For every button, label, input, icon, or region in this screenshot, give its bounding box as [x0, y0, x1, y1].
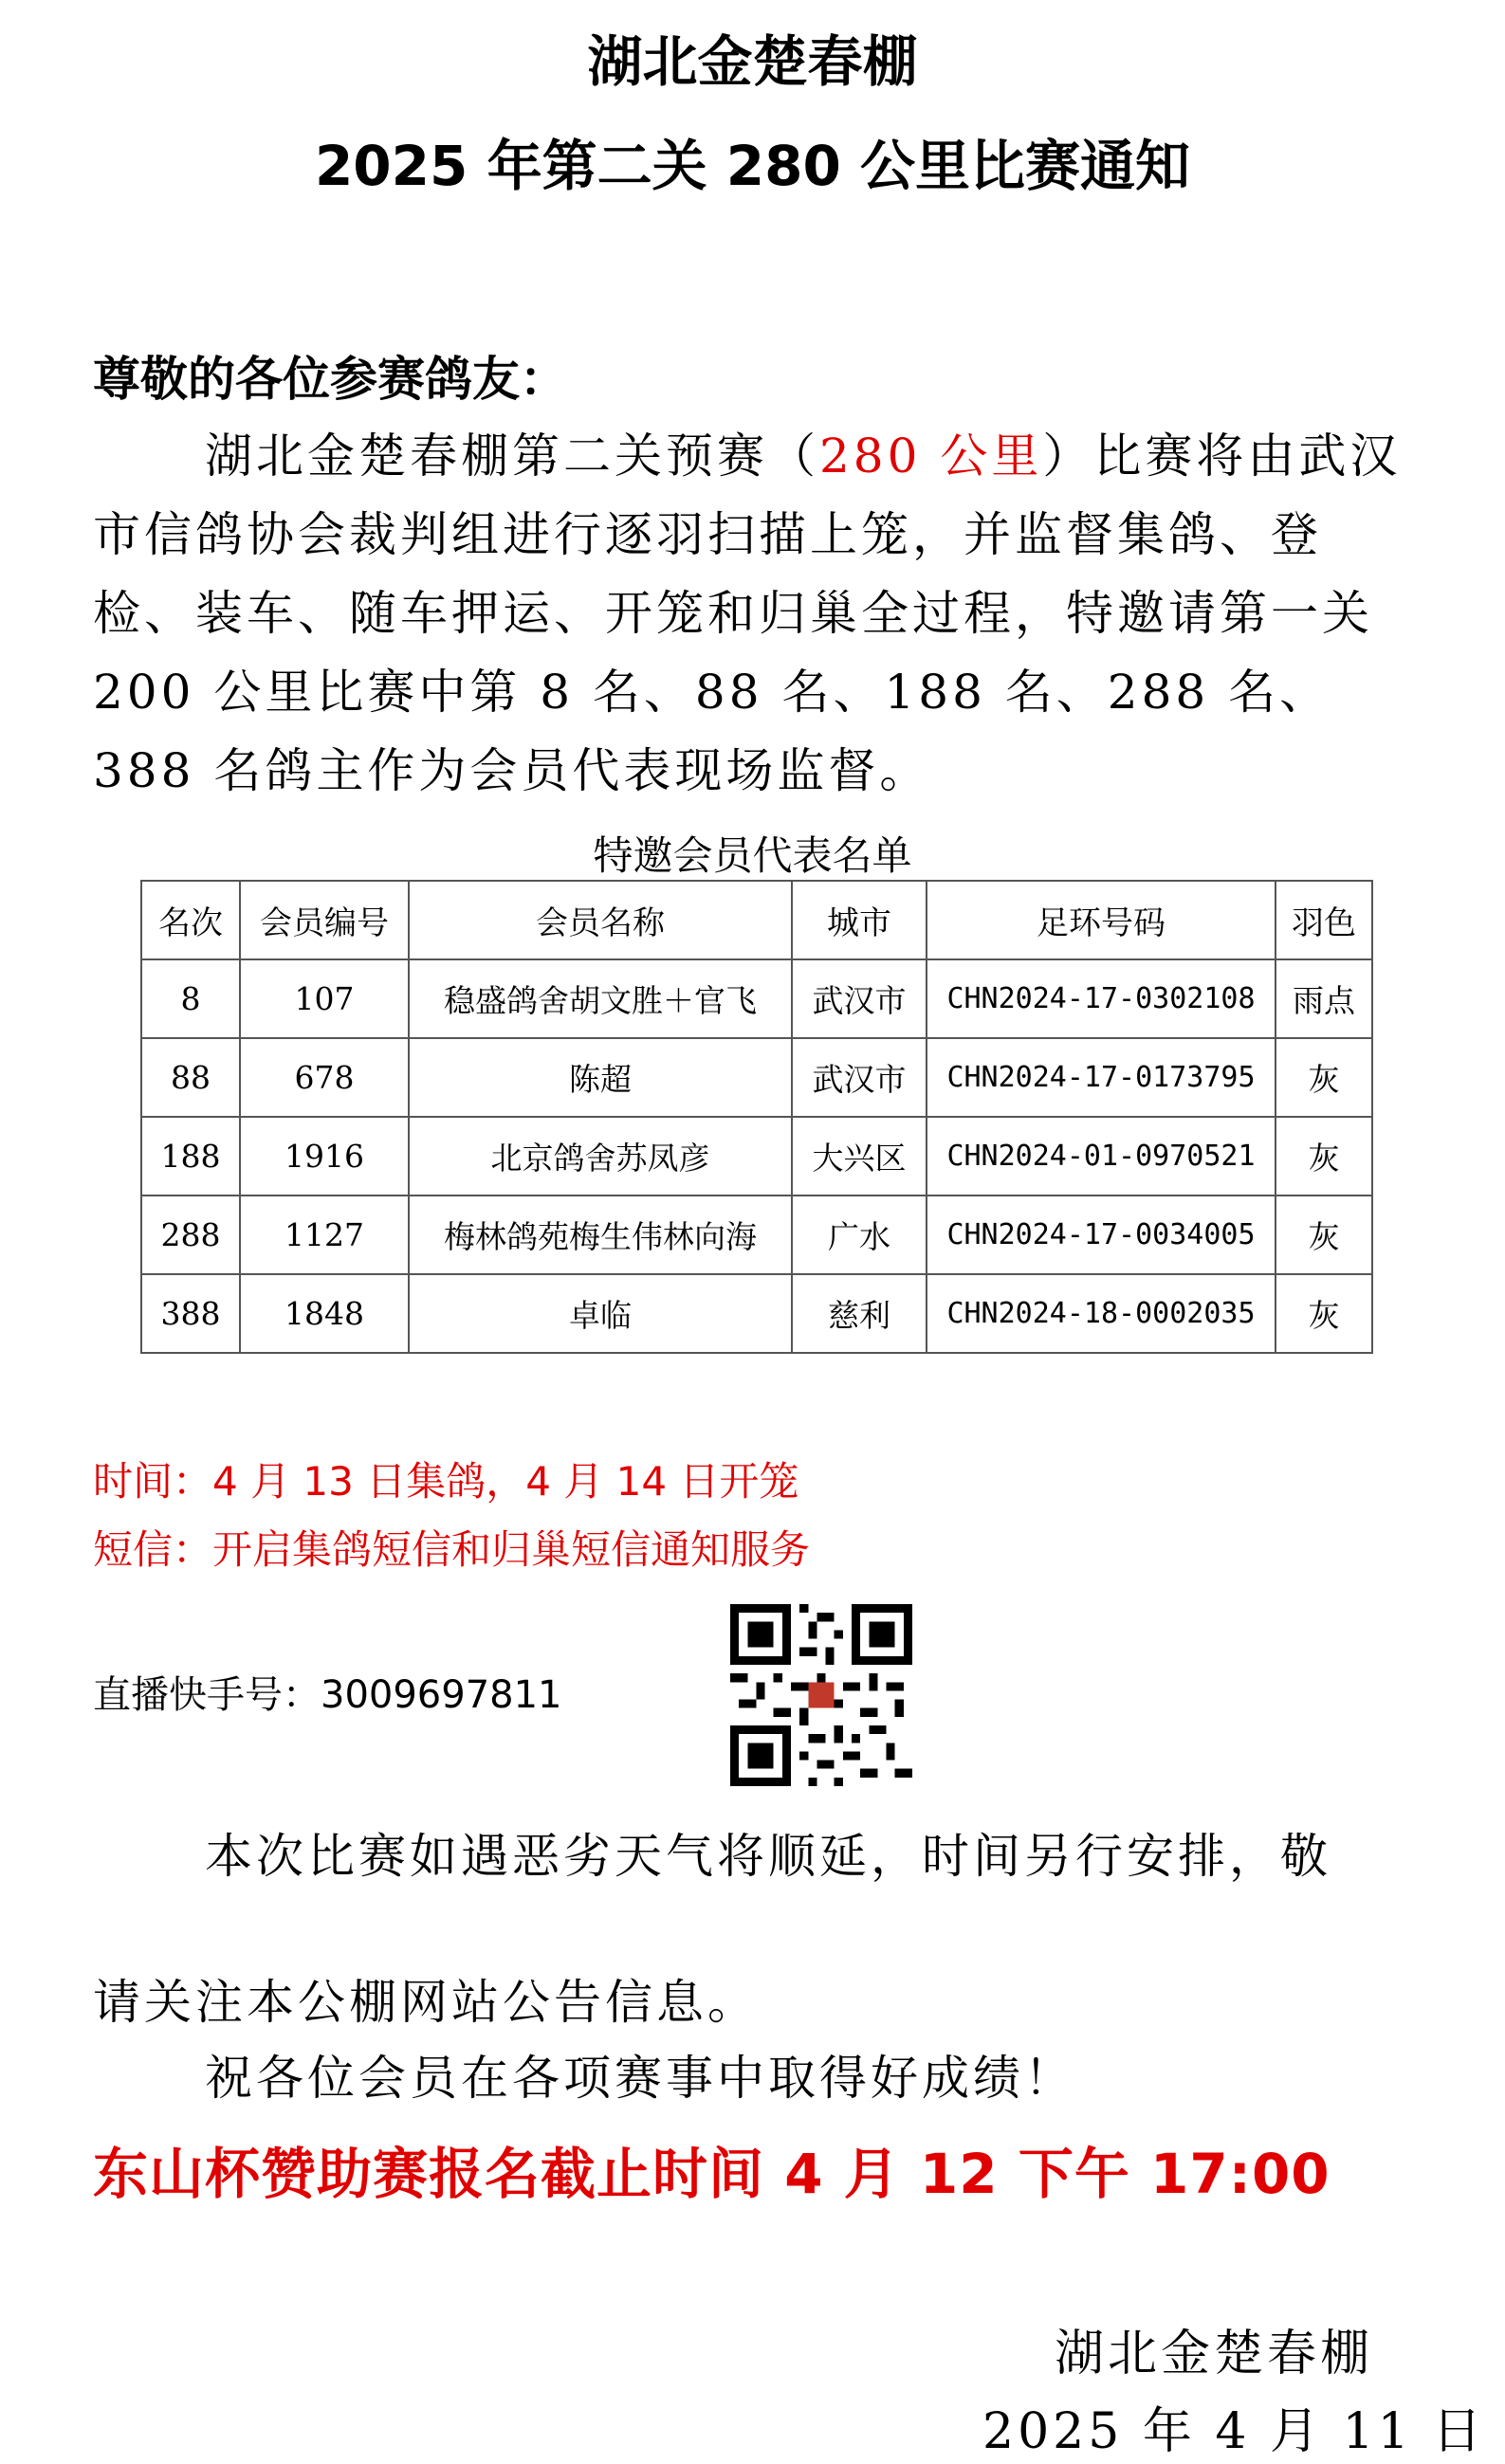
- cell-city: 武汉市: [792, 959, 927, 1038]
- table-row: [141, 1117, 1372, 1195]
- cell-ring-number: CHN2024-17-0173795: [927, 1038, 1276, 1117]
- cell-ring-number: CHN2024-17-0302108: [927, 959, 1276, 1038]
- wish-line: 祝各位会员在各项赛事中取得好成绩！: [205, 2051, 1075, 2106]
- table-row: [141, 959, 1372, 1038]
- cell-city: 广水: [792, 1195, 927, 1274]
- header-rank: 名次: [141, 881, 240, 959]
- intro-paragraph: [93, 417, 1421, 811]
- cell-member-id: 678: [240, 1038, 409, 1117]
- header-member-name: 会员名称: [409, 881, 792, 959]
- cell-rank: 188: [141, 1117, 240, 1195]
- notice-sms: 短信：开启集鸽短信和归巢短信通知服务: [93, 1526, 811, 1573]
- cell-member-id: 1916: [240, 1117, 409, 1195]
- signature-date: 2025 年 4 月 11 日: [982, 2403, 1486, 2460]
- cell-member-id: 1127: [240, 1195, 409, 1274]
- live-stream-id: 直播快手号：3009697811: [93, 1673, 562, 1717]
- cell-rank: 8: [141, 959, 240, 1038]
- cell-city: 慈利: [792, 1274, 927, 1353]
- cell-member-name: 梅林鸽苑梅生伟林向海: [409, 1195, 792, 1274]
- cell-member-name: 北京鸽舍苏凤彦: [409, 1117, 792, 1195]
- weather-line2: 请关注本公棚网站公告信息。: [93, 1975, 759, 2030]
- cell-color: 灰: [1276, 1117, 1372, 1195]
- cell-member-id: 107: [240, 959, 409, 1038]
- cell-color: 灰: [1276, 1274, 1372, 1353]
- cell-color: 灰: [1276, 1038, 1372, 1117]
- cell-rank: 288: [141, 1195, 240, 1274]
- representative-table: [140, 880, 1373, 1354]
- intro-part2: ）比赛将由武汉市信鸽协会裁判组进行逐羽扫描上笼，并监督集鸽、登检、装车、随车押运、开笼和归巢全过程，特邀请第一关 200 公里比赛中第 8 名、88 名、188 名、288 名、388 名鸽主作为会员代表现场监督。: [93, 429, 1402, 798]
- header-color: 羽色: [1276, 881, 1372, 959]
- cell-color: 雨点: [1276, 959, 1372, 1038]
- cell-ring-number: CHN2024-17-0034005: [927, 1195, 1276, 1274]
- cell-ring-number: CHN2024-18-0002035: [927, 1274, 1276, 1353]
- weather-line1: 本次比赛如遇恶劣天气将顺延，时间另行安排，敬: [205, 1829, 1331, 1884]
- page-title: 湖北金楚春棚: [587, 29, 918, 94]
- cell-ring-number: CHN2024-01-0970521: [927, 1117, 1276, 1195]
- cell-member-id: 1848: [240, 1274, 409, 1353]
- cell-color: 灰: [1276, 1195, 1372, 1274]
- header-ring-number: 足环号码: [927, 881, 1276, 959]
- header-member-id: 会员编号: [240, 881, 409, 959]
- intro-part1: 湖北金楚春棚第二关预赛（: [205, 429, 819, 484]
- table-row: [141, 1195, 1372, 1274]
- table-row: [141, 1038, 1372, 1117]
- table-header-row: [141, 881, 1372, 959]
- qr-code-icon[interactable]: [730, 1604, 912, 1786]
- signature-org: 湖北金楚春棚: [1055, 2326, 1374, 2382]
- cell-member-name: 陈超: [409, 1038, 792, 1117]
- salutation: 尊敬的各位参赛鸽友：: [93, 351, 567, 407]
- notice-time: 时间：4 月 13 日集鸽，4 月 14 日开笼: [93, 1458, 799, 1505]
- table-title: 特邀会员代表名单: [593, 832, 912, 879]
- cell-city: 大兴区: [792, 1117, 927, 1195]
- table-row: [141, 1274, 1372, 1353]
- deadline-notice: 东山杯赞助赛报名截止时间 4 月 12 下午 17:00: [93, 2142, 1331, 2206]
- header-city: 城市: [792, 881, 927, 959]
- page-subtitle: 2025 年第二关 280 公里比赛通知: [314, 134, 1191, 198]
- cell-member-name: 稳盛鸽舍胡文胜＋官飞: [409, 959, 792, 1038]
- cell-city: 武汉市: [792, 1038, 927, 1117]
- cell-rank: 388: [141, 1274, 240, 1353]
- intro-distance: 280 公里: [819, 429, 1043, 484]
- cell-rank: 88: [141, 1038, 240, 1117]
- cell-member-name: 卓临: [409, 1274, 792, 1353]
